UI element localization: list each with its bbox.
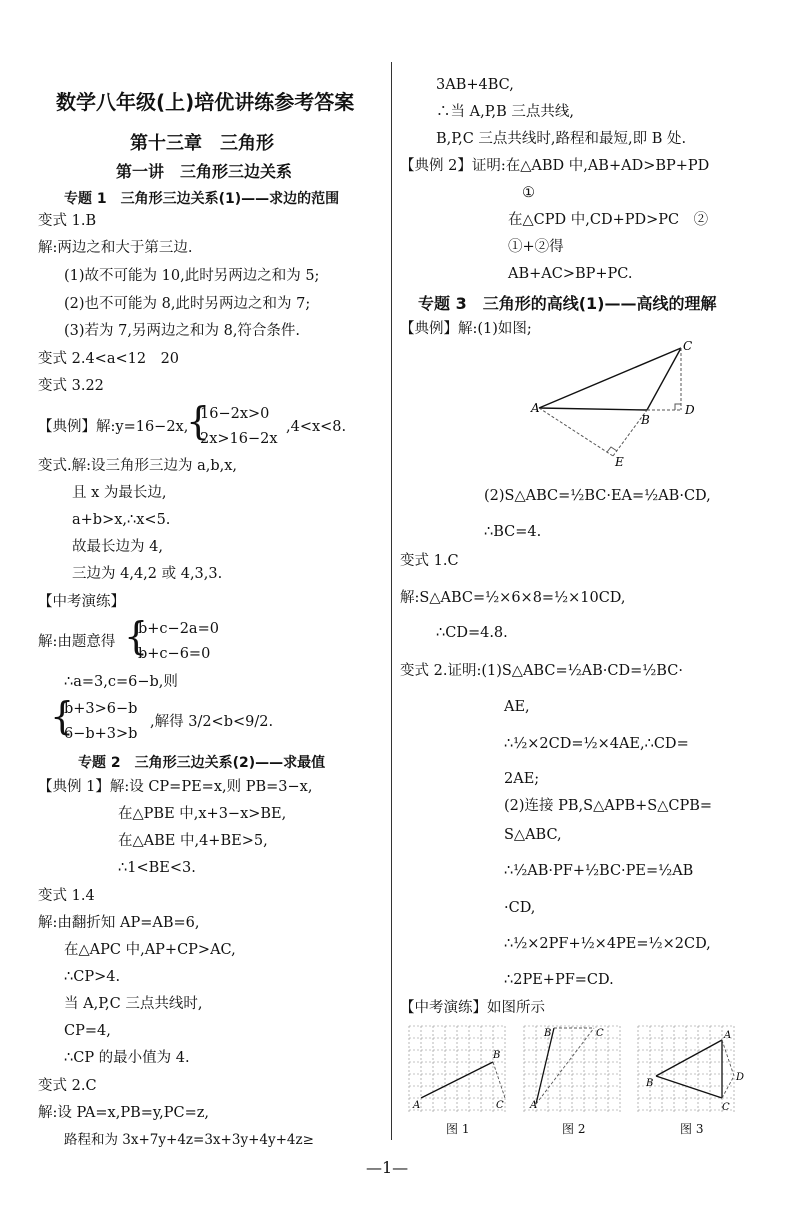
answer-line: ,解得 3/2<b<9/2. [150,714,274,730]
brace-symbol: { [186,399,211,443]
answer-line: CP=4, [64,1023,111,1039]
answer-line: 解:设 PA=x,PB=y,PC=z, [38,1105,210,1121]
side-ac [539,348,681,408]
answer-line: ① [522,185,535,201]
brace-symbol: { [50,694,75,738]
label-a: A [413,1100,421,1111]
answer-line: 解:由题意得 [38,634,116,650]
answer-line: 在△ABE 中,4+BE>5, [118,833,268,849]
answer-line: ∴2PE+PF=CD. [504,972,614,988]
answer-line: ∴CP 的最小值为 4. [64,1050,190,1066]
label-c: C [722,1102,730,1113]
answer-line: ①+②得 [508,239,564,255]
answer-line: 解:两边之和大于第三边. [38,240,193,256]
label-d: D [685,403,695,417]
answer-line: AB+AC>BP+PC. [508,266,633,282]
answer-line: 【典例】解:(1)如图; [400,321,532,337]
answer-line: ∴当 A,P,B 三点共线, [436,104,574,120]
figure-caption: 图 2 [562,1122,586,1136]
answer-line: (3)若为 7,另两边之和为 8,符合条件. [64,323,301,339]
answer-line: 当 A,P,C 三点共线时, [64,996,203,1012]
label-c: C [596,1028,604,1039]
answer-line: ∴½×2CD=½×4AE,∴CD= [504,736,689,752]
chapter-title: 第十三章 三角形 [130,133,274,154]
section-heading: 【中考演练】 [38,594,125,610]
answer-line: 路程和为 3x+7y+4z=3x+3y+4y+4z≥ [64,1132,314,1148]
grid-figure-1 [407,1024,511,1116]
system-equation: b+3>6−b [64,701,138,717]
label-a: A [724,1030,732,1041]
answer-line: ∴½×2PF+½×4PE=½×2CD, [504,936,711,952]
triangle-altitude-figure [525,338,705,473]
answer-line: ∴½AB·PF+½BC·PE=½AB [504,863,694,879]
document-title: 数学八年级(上)培优讲练参考答案 [56,90,355,114]
right-angle-e [607,447,617,452]
answer-line: 变式 2.4<a<12 20 [38,351,180,367]
lecture-title: 第一讲 三角形三边关系 [116,162,293,181]
answer-line: 变式 1.4 [38,888,95,904]
answer-line: ·CD, [504,900,536,916]
topic-3-heading: 专题 3 三角形的高线(1)——高线的理解 [418,294,717,313]
figure-caption: 图 3 [680,1122,704,1136]
label-b: B [646,1078,654,1089]
answer-line: 解:S△ABC=½×6×8=½×10CD, [400,590,626,606]
side-bc [647,348,681,410]
label-b: B [641,413,650,427]
answer-line: ∴CP>4. [64,969,121,985]
system-equation: b+c−6=0 [138,646,211,662]
topic-2-heading: 专题 2 三角形三边关系(2)——求最值 [78,755,326,771]
grid-figure-2 [522,1024,626,1116]
system-equation: 2x>16−2x [200,431,278,447]
column-divider [391,62,392,1140]
label-e: E [615,455,624,469]
right-angle-d [675,404,681,410]
label-d: D [736,1072,745,1083]
answer-line: AE, [504,699,530,715]
answer-line: (2)S△ABC=½BC·EA=½AB·CD, [484,488,711,504]
system-equation: b+c−2a=0 [138,621,219,637]
answer-line: 变式 1.B [38,213,97,229]
answer-line: a+b>x,∴x<5. [72,512,171,528]
grid-figure-3 [636,1024,746,1116]
answer-line: (2)连接 PB,S△APB+S△CPB= [504,798,713,814]
answer-line: 3AB+4BC, [436,77,514,93]
label-b: B [493,1050,501,1061]
answer-line: ∴1<BE<3. [118,860,196,876]
section-heading: 【中考演练】如图所示 [400,1000,545,1016]
system-equation: 16−2x>0 [200,406,270,422]
side-ab [539,408,647,410]
label-c: C [683,339,693,353]
answer-line: 变式 2.证明:(1)S△ABC=½AB·CD=½BC· [400,663,683,679]
answer-line: 解:由翻折知 AP=AB=6, [38,915,200,931]
label-c: C [496,1100,504,1111]
answer-line: 变式 2.C [38,1078,97,1094]
answer-line: B,P,C 三点共线时,路程和最短,即 B 处. [436,131,687,147]
label-a: A [530,1100,538,1111]
figure-caption: 图 1 [446,1122,470,1136]
answer-line: 且 x 为最长边, [72,485,167,501]
answer-line: 2AE; [504,771,540,787]
answer-line: 【典例】解:y=16−2x, [38,419,189,435]
altitude-ae [539,408,613,456]
answer-line: ∴BC=4. [484,524,542,540]
answer-line: 变式 1.C [400,553,459,569]
system-equation: 6−b+3>b [64,726,138,742]
topic-1-heading: 专题 1 三角形三边关系(1)——求边的范围 [64,191,340,207]
label-b: B [544,1028,552,1039]
answer-line: S△ABC, [504,827,562,843]
label-a: A [531,401,540,415]
answer-line: (1)故不可能为 10,此时另两边之和为 5; [64,268,320,284]
answer-line: ∴CD=4.8. [436,625,508,641]
page-number: —1— [366,1158,409,1177]
answer-line: ∴a=3,c=6−b,则 [64,674,178,690]
answer-line: 在△APC 中,AP+CP>AC, [64,942,236,958]
answer-line: 故最长边为 4, [72,539,163,555]
answer-line: 变式.解:设三角形三边为 a,b,x, [38,458,238,474]
answer-line: 【典例 2】证明:在△ABD 中,AB+AD>BP+PD [400,158,710,174]
answer-line: 在△CPD 中,CD+PD>PC ② [508,212,709,228]
answer-line: 在△PBE 中,x+3−x>BE, [118,806,287,822]
answer-line: 变式 3.22 [38,378,104,394]
answer-line: 三边为 4,4,2 或 4,3,3. [72,566,223,582]
brace-symbol: { [124,614,149,658]
answer-line: 【典例 1】解:设 CP=PE=x,则 PB=3−x, [38,779,313,795]
answer-line: ,4<x<8. [286,419,347,435]
answer-line: (2)也不可能为 8,此时另两边之和为 7; [64,296,311,312]
